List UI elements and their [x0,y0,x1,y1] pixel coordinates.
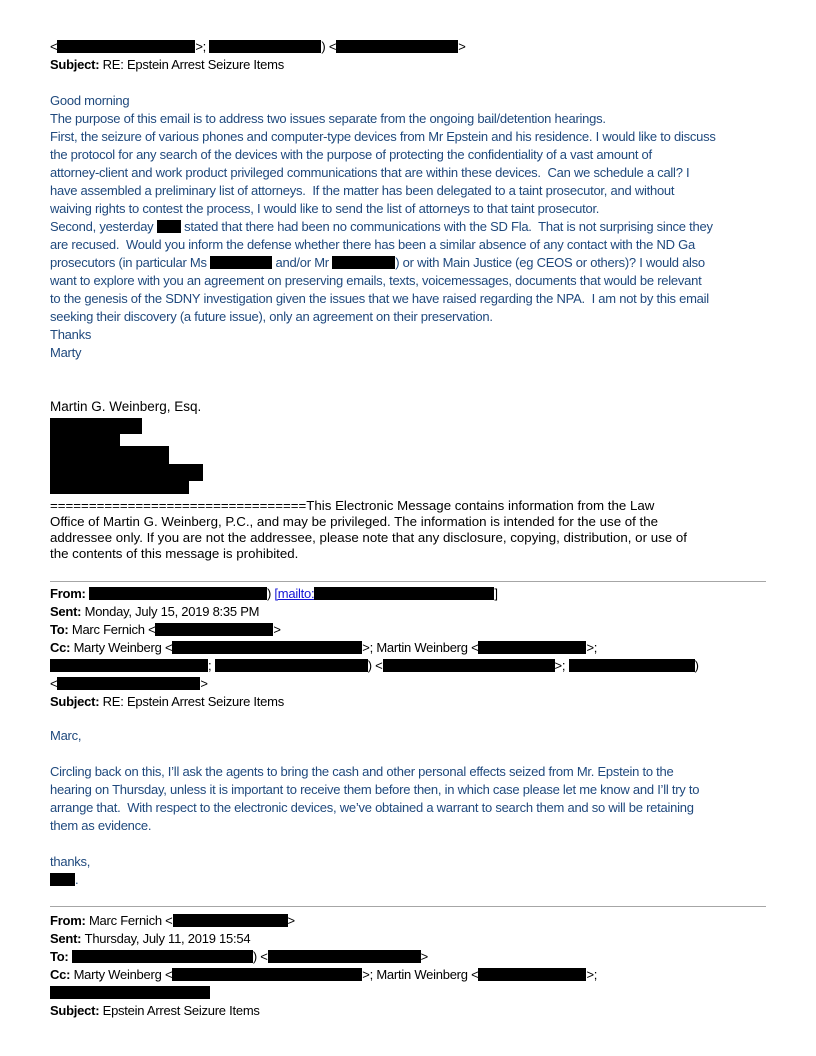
text-run: > [273,622,281,637]
text-run: attorney-client and work product privileged communications that are within these devices. Can we schedule a call? I [50,165,690,180]
text-line [50,1002,766,1020]
text-run: ; [208,658,215,673]
redaction-box [478,641,586,654]
text-run: RE: Epstein Arrest Seizure Items [102,57,284,72]
text-line [50,693,766,711]
text-run: Monday, July 15, 2019 8:35 PM [84,604,260,619]
email2-header [50,585,766,711]
field-label: Cc: [50,967,74,982]
signature-redaction-block [50,418,766,494]
text-line [50,675,766,693]
text-run: ) < [367,658,383,673]
text-run: Thursday, July 11, 2019 15:54 [84,931,251,946]
text-run: waiving rights to contest the process, I would like to send the list of attorneys to that taint prosecutor. [50,201,600,216]
redaction-box [155,623,273,636]
text-run: Circling back on this, I’ll ask the agents to bring the cash and other personal effects seized from Mr. Epstein to the [50,764,674,779]
email3-header [50,912,766,1020]
text-run: > [200,676,208,691]
text-line [50,498,766,514]
text-line [50,146,766,164]
text-line [50,110,766,128]
text-run: RE: Epstein Arrest Seizure Items [102,694,284,709]
text-line [50,308,766,326]
signature-disclaimer [50,498,766,562]
text-run: >; [586,967,598,982]
text-run: ) < [321,39,337,54]
text-line [50,984,766,1002]
redaction-box [157,220,181,233]
text-run: have assembled a preliminary list of attorneys. If the matter has been delegated to a taint prosecutor, and without [50,183,675,198]
text-line [50,639,766,657]
text-line [50,218,766,236]
text-run: > [287,913,295,928]
text-line [50,948,766,966]
redaction-box [172,968,362,981]
text-line [50,871,766,889]
text-line [50,56,766,74]
redaction-box [50,986,210,999]
text-run: seeking their discovery (a future issue), only an agreement on their preservation. [50,309,493,324]
text-run: The purpose of this email is to address two issues separate from the ongoing bail/detention hearings. [50,111,606,126]
text-run: >; [586,640,598,655]
text-run: them as evidence. [50,818,152,833]
field-label: To: [50,622,72,637]
text-line [50,603,766,621]
text-run: Epstein Arrest Seizure Items [102,1003,260,1018]
text-run: prosecutors (in particular Ms [50,255,211,270]
field-label: Sent: [50,604,85,619]
redaction-box [332,256,395,269]
redaction-box [210,256,272,269]
text-run: ) [266,586,275,601]
text-line [50,799,766,817]
signature-name: Martin G. Weinberg, Esq. [50,399,202,414]
text-line [50,326,766,344]
text-line [50,835,766,853]
text-line [50,621,766,639]
text-run: are recused. Would you inform the defense whether there has been a similar absence of any contact with the ND Ga [50,237,695,252]
text-run: the protocol for any search of the devices with the purpose of protecting the confidentiality of a vast amount of [50,147,652,162]
text-line [50,966,766,984]
field-label: From: [50,913,89,928]
text-line [50,128,766,146]
text-run: Marc Fernich < [71,622,156,637]
text-line [50,272,766,290]
redaction-box [173,914,288,927]
redaction-box [215,659,368,672]
text-run: arrange that. With respect to the electronic devices, we’ve obtained a warrant to search them and so will be retaining [50,800,694,815]
text-run: Thanks [50,327,92,342]
redaction-box [209,40,321,53]
email2-body [50,727,766,889]
field-label: Sent: [50,931,85,946]
text-run: Marty Weinberg < [73,967,173,982]
text-line [50,781,766,799]
redaction-box [478,968,586,981]
redaction-block-row [50,464,203,481]
text-run: >; [195,39,210,54]
redaction-block-row [50,446,169,464]
divider-line [50,581,766,582]
text-line [50,657,766,675]
text-run: > [420,949,428,964]
field-label: Subject: [50,57,103,72]
redaction-box [336,40,458,53]
redaction-block-row [50,434,120,446]
redaction-box [50,873,75,886]
text-line [50,92,766,110]
redaction-box [89,587,267,600]
text-run: > [458,39,466,54]
mailto-link[interactable]: [mailto: [274,586,315,601]
text-run: ) < [252,949,268,964]
text-run: >; Martin Weinberg < [362,967,479,982]
text-run: ) [694,658,699,673]
text-line [50,546,766,562]
text-line [50,817,766,835]
text-line [50,930,766,948]
text-run: First, the seizure of various phones and computer-type devices from Mr Epstein and his residence. I would like to discuss [50,129,716,144]
text-line [50,236,766,254]
text-run: addressee only. If you are not the addressee, please note that any disclosure, copying, distribution, or use of [50,530,687,545]
text-run: . [75,872,79,887]
field-label: Subject: [50,1003,103,1018]
text-run: >; [554,658,569,673]
email1-body [50,92,766,362]
field-label: To: [50,949,72,964]
text-run: want to explore with you an agreement on preserving emails, texts, voicemessages, documents that would be relevant [50,273,702,288]
text-run: Marty Weinberg < [73,640,173,655]
text-run: to the genesis of the SDNY investigation given the issues that we have raised regarding the NPA. I am not by this email [50,291,709,306]
text-line [50,344,766,362]
email1-quoted-header [50,38,766,74]
redaction-box [172,641,362,654]
text-run: < [50,39,58,54]
text-run: ) or with Main Justice (eg CEOS or others)? I would also [395,255,705,270]
text-run: the contents of this message is prohibited. [50,546,299,561]
redaction-box [50,659,208,672]
text-line [50,200,766,218]
text-line [50,254,766,272]
redaction-box [383,659,555,672]
redaction-block-row [50,418,142,434]
text-run: thanks, [50,854,91,869]
text-run: hearing on Thursday, unless it is important to receive them before then, in which case please let me know and I’ll try to [50,782,700,797]
redaction-box [569,659,695,672]
text-line [50,745,766,763]
redaction-box [72,950,253,963]
redaction-box [268,950,421,963]
text-run: Marc Fernich < [88,913,173,928]
text-line [50,530,766,546]
field-label: Subject: [50,694,103,709]
field-label: Cc: [50,640,74,655]
divider-line [50,906,766,907]
text-run: Marty [50,345,82,360]
text-line [50,585,766,603]
text-run: Marc, [50,728,82,743]
text-run: >; Martin Weinberg < [362,640,479,655]
text-run: < [50,676,58,691]
text-run: ] [494,586,498,601]
text-line [50,853,766,871]
text-line [50,912,766,930]
text-line [50,763,766,781]
text-line [50,727,766,745]
redaction-block-row [50,481,189,494]
text-run: Office of Martin G. Weinberg, P.C., and may be privileged. The information is intended for the use of the [50,514,659,529]
redaction-box [57,677,200,690]
text-run: stated that there had been no communications with the SD Fla. That is not surprising since they [180,219,713,234]
redaction-box [57,40,195,53]
text-run: and/or Mr [272,255,333,270]
text-run: Good morning [50,93,130,108]
text-line [50,290,766,308]
text-line [50,182,766,200]
text-run: =================================This Electronic Message contains information from the Law [50,498,655,513]
redaction-box [314,587,494,600]
text-line [50,38,766,56]
text-line [50,164,766,182]
text-line [50,514,766,530]
field-label: From: [50,586,89,601]
text-run: Second, yesterday [50,219,157,234]
